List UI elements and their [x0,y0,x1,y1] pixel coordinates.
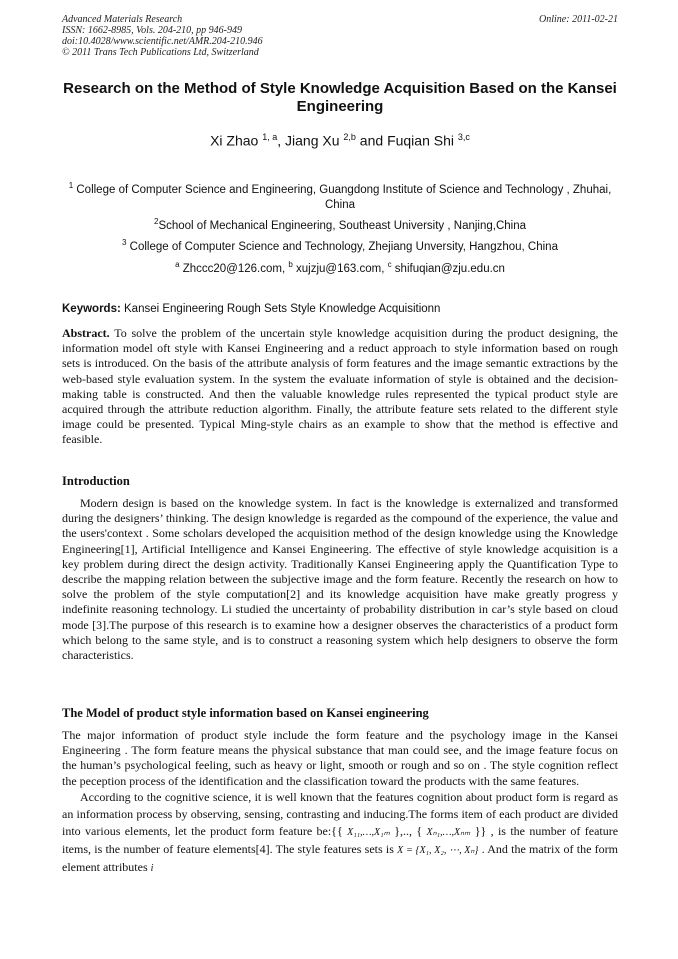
introduction-body [62,496,618,663]
affiliation-sup: 1 [68,181,74,190]
model-section-body [62,728,618,877]
affiliation-2 [62,214,618,234]
math-i: i [150,862,154,874]
math-xn: Xₙ₁,…,Xₙₘ [426,826,471,838]
author-sup: 3,c [457,132,470,142]
author-name: Jiang Xu [285,132,340,149]
online-date: Online: 2011-02-21 [539,14,618,25]
model-paragraph-1: The major information of product style include the form feature and the psychology image in the Kansei Engineering . The form feature means the physical substance that man could see, and the image feature focus on the human’s psychological feeling, such as heavy or light, smooth or rough and so on . The style cognition reflect the peception process of the identification and the classification toward the products with the same features. [62,728,618,788]
email-sup: c [387,260,392,269]
journal-name: Advanced Materials Research [62,14,183,25]
abstract-label: Abstract. [62,326,110,340]
affiliation-3 [62,235,618,255]
affiliation-text: School of Mechanical Engineering, Southeast University , Nanjing,China [158,219,527,232]
email-sup: a [175,260,180,269]
math-x1: X₁₁,…,X₁ₘ [347,826,390,838]
paper-title: Research on the Method of Style Knowledge Acquisition Based on the Kansei Engineering [63,80,617,115]
affiliation-sup: 2 [153,217,159,226]
keywords-label: Keywords: [62,303,121,315]
introduction-heading: Introduction [62,474,130,488]
model-text: . And the matrix of the form element attributes [62,841,618,874]
email-address: shifuqian@zju.edu.cn [394,262,505,275]
model-text: }} , is the number of feature items, is the number of feature elements[4]. The style [62,823,619,856]
author-name: Fuqian Shi [387,132,454,149]
affiliation-1 [62,178,618,213]
author-name: Xi Zhao [210,132,259,149]
abstract [62,326,618,448]
keywords-line [62,303,618,315]
author-sup: 2,b [343,132,356,142]
email-address: xujzju@163.com, [296,262,388,275]
email-line [62,257,618,277]
model-text: features sets is [323,841,398,856]
author-line [62,128,618,150]
model-paragraph-2 [62,789,618,877]
model-text: { [416,823,423,838]
copyright-line: © 2011 Trans Tech Publications Ltd, Switzerland [62,47,259,58]
author-sep: , [277,132,286,149]
journal-header [62,14,618,58]
affiliation-sup: 3 [122,238,127,247]
abstract-text: To solve the problem of the uncertain style knowledge acquisition during the product designing, the information model oft style with Kansei Engineering and a reduct approach to style information based on rough sets is introduced. On the basis of the attribute analysis of form features and the image semantic extractions by the web-based style evaluation system. In the system the evaluate information of style is obtained and the decision-making table is constructed. And then the valuable knowledge rules represented the typical product style are acquired through the attribute reduction algorithm. Finally, the attribute feature sets related to the different style image could be presented. Typical Ming-style chairs as an example to show that the method is effective and feasible. [62,326,618,447]
doi-line: doi:10.4028/www.scientific.net/AMR.204-210.946 [62,36,263,47]
author-sup: 1, a [262,132,278,142]
issn-line: ISSN: 1662-8985, Vols. 204-210, pp 946-949 [62,25,242,36]
math-set-x: X = {X₁, X₂, ⋯, Xₙ} [397,844,479,856]
affiliation-text: College of Computer Science and Engineering, Guangdong Institute of Science and Technology , Zhuhai, China [76,183,612,211]
email-address: Zhccc20@126.com, [182,262,289,275]
model-text: According to the cognitive science, it is well known that the features cognition about product form is regard as an information process by observing, sensing, contrasting and inducing.The forms item of each product are divided into various elements, let the product form feature be:{{ [62,789,618,838]
model-section-heading: The Model of product style information based on Kansei engineering [62,706,429,720]
model-text: },.., [394,823,413,838]
affiliation-text: College of Computer Science and Technology, Zhejiang Unversity, Hangzhou, China [129,240,558,253]
keywords-text: Kansei Engineering Rough Sets Style Knowledge Acquisitionn [124,303,441,315]
email-sup: b [288,260,293,269]
introduction-paragraph: Modern design is based on the knowledge system. In fact is the knowledge is externalized and transformed during the designers’ thinking. The design knowledge is regarded as the compound of the experience, the value and the users'context . Some scholars developed the acquisition method of the design knowledge using the Knowledge Engineering[1], Artificial Intelligence and Kansei Engineering. The effective of style knowledge acquisition is a key problem during direct the design activity. Traditionally Kansei Engineering apply the Quantification Type to describe the mapping relation between the subjective image and the form feature. Recently the research on how to solve the problem of the style computation[2] and its knowledge acquisition have make greatly progress y indefinite reasoning technology. Li studied the uncertainty of probability distribution in car’s style based on cloud mode [3].The purpose of this research is to examine how a designer observes the characteristics of a product form which belong to the same style, and is to construct a reasoning system which help designers to observe the form characteristics. [62,496,618,663]
author-sep: and [355,132,388,149]
